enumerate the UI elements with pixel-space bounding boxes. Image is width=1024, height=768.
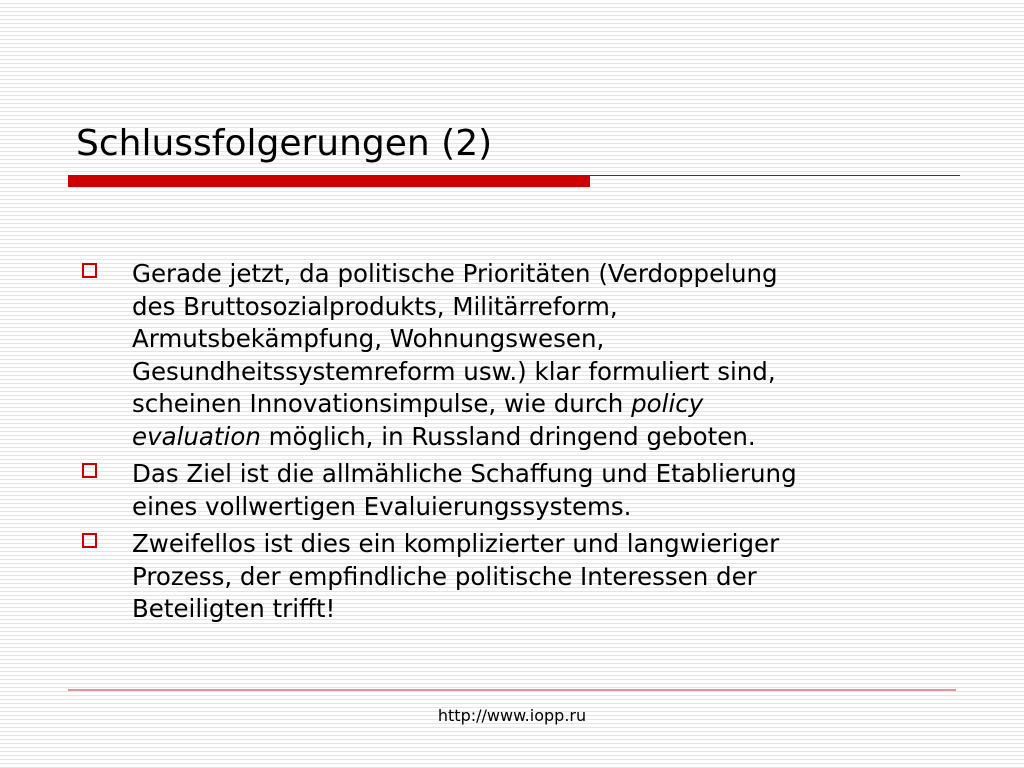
hollow-square-bullet-icon	[82, 263, 97, 278]
bullet-text	[132, 528, 960, 626]
hollow-square-bullet-icon	[82, 533, 97, 548]
bullet-line: des Bruttosozialprodukts, Militärreform,	[132, 291, 618, 321]
bullet-line-with-emphasis	[132, 421, 960, 454]
emphasis-text: evaluation	[132, 421, 261, 451]
bullet-line-segment: möglich, in Russland dringend geboten.	[260, 421, 756, 451]
bullet-item-process	[80, 528, 960, 626]
bullet-line: Gesundheitssystemreform usw.) klar formuliert sind,	[132, 356, 776, 386]
bullet-line: Prozess, der empfindliche politische Interessen der	[132, 561, 757, 591]
bullet-line: Das Ziel ist die allmähliche Schaffung und Etablierung	[132, 459, 797, 488]
bullet-line: Gerade jetzt, da politische Prioritäten (Verdoppelung	[132, 259, 778, 288]
slide-title: Schlussfolgerungen (2)	[76, 123, 493, 164]
bullet-line-segment: scheinen Innovationsimpulse, wie durch	[132, 389, 632, 418]
title-underline-thin	[590, 175, 960, 176]
footer-divider	[68, 689, 956, 691]
title-underline-thick	[68, 175, 590, 187]
bullet-line: Zweifellos ist dies ein komplizierter und langwieriger	[132, 529, 780, 558]
footer-url: http://www.iopp.ru	[437, 706, 587, 725]
bullet-text	[132, 458, 960, 523]
bullet-list	[80, 258, 960, 626]
bullet-line: Beteiligten trifft!	[132, 594, 336, 623]
bullet-line: eines vollwertigen Evaluierungssystems.	[132, 491, 632, 521]
bullet-item-goal	[80, 458, 960, 523]
bullet-item-priorities	[80, 258, 960, 453]
emphasis-text: policy	[631, 389, 704, 418]
bullet-line-with-emphasis	[132, 388, 960, 421]
bullet-text	[132, 258, 960, 453]
bullet-line: Armutsbekämpfung, Wohnungswesen,	[132, 324, 605, 353]
hollow-square-bullet-icon	[82, 463, 97, 478]
